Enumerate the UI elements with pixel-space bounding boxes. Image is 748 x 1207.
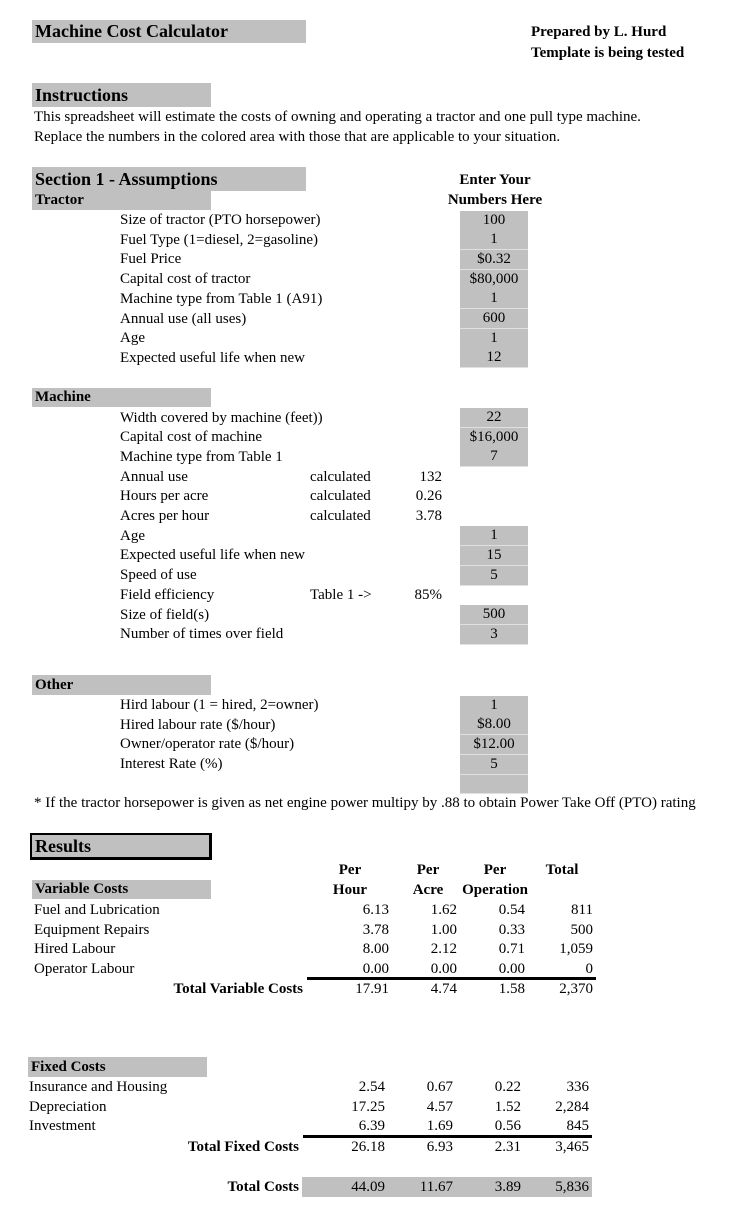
tractor-input-cell[interactable]: 1	[460, 230, 528, 250]
variable-cost-value: 8.00	[362, 941, 389, 958]
fixed-cost-label: Insurance and Housing	[29, 1079, 168, 1095]
machine-row-note: calculated	[310, 508, 371, 524]
results-column-header: Hour	[332, 882, 368, 898]
fixed-cost-value: 845	[566, 1118, 589, 1135]
results-column-header: Total	[545, 862, 579, 878]
total-cost-value: 44.09	[351, 1179, 385, 1195]
machine-calculated-value: 3.78	[415, 508, 442, 524]
machine-row-label: Acres per hour	[120, 508, 210, 524]
machine-row-note: Table 1 ->	[310, 586, 372, 603]
total-fixed-cost-value: 2.31	[494, 1139, 521, 1155]
fixed-cost-value: 0.56	[494, 1118, 521, 1135]
instructions-line-1: This spreadsheet will estimate the costs of owning and operating a tractor and one pull type machine.	[34, 109, 641, 125]
tractor-input-cell[interactable]: 1	[460, 289, 528, 309]
fixed-cost-label: Investment	[29, 1118, 96, 1135]
variable-cost-value: 0.71	[498, 941, 525, 958]
total-cost-value: 5,836	[555, 1179, 589, 1195]
other-input-cell[interactable]: 5	[460, 755, 528, 775]
machine-input-cell[interactable]: 15	[460, 546, 528, 566]
prepared-by: Prepared by L. Hurd	[531, 24, 667, 40]
machine-row-label: Machine type from Table 1	[120, 448, 283, 465]
tractor-row-label: Annual use (all uses)	[120, 310, 247, 327]
variable-cost-value: 6.13	[362, 902, 389, 918]
fixed-cost-value: 2,284	[555, 1098, 589, 1115]
machine-row-label: Width covered by machine (feet))	[120, 409, 323, 426]
other-input-cell[interactable]: $8.00	[460, 715, 528, 735]
total-fixed-costs-label: Total Fixed Costs	[187, 1139, 299, 1155]
fixed-cost-value: 336	[566, 1079, 589, 1095]
fixed-cost-label: Depreciation	[29, 1098, 107, 1115]
section1-heading: Section 1 - Assumptions	[32, 167, 306, 191]
tractor-input-cell[interactable]: 12	[460, 348, 528, 368]
total-variable-costs-label: Total Variable Costs	[173, 981, 303, 997]
machine-row-note: calculated	[310, 468, 371, 485]
machine-row-label: Speed of use	[120, 567, 197, 584]
fixed-cost-value: 2.54	[358, 1079, 385, 1095]
machine-calculated-value: 85%	[414, 586, 442, 603]
results-column-header: Per	[483, 862, 507, 878]
variable-cost-value: 0	[585, 961, 593, 978]
results-column-header: Operation	[462, 882, 528, 898]
total-variable-cost-value: 1.58	[498, 981, 525, 997]
tractor-row-label: Fuel Type (1=diesel, 2=gasoline)	[120, 231, 319, 248]
machine-input-cell[interactable]: 7	[460, 447, 528, 467]
instructions-heading: Instructions	[32, 83, 211, 107]
variable-cost-value: 0.54	[498, 902, 525, 918]
machine-row-label: Size of field(s)	[120, 606, 210, 623]
tractor-input-cell[interactable]: 1	[460, 329, 528, 349]
variable-costs-heading: Variable Costs	[32, 880, 211, 899]
total-fixed-cost-value: 26.18	[351, 1139, 385, 1155]
machine-input-cell[interactable]: 1	[460, 526, 528, 546]
tractor-row-label: Expected useful life when new	[120, 349, 305, 366]
tractor-row-label: Fuel Price	[120, 251, 182, 268]
variable-cost-value: 0.00	[430, 961, 457, 978]
machine-input-cell[interactable]: 3	[460, 625, 528, 645]
results-column-header: Acre	[412, 882, 444, 898]
results-column-header: Per	[416, 862, 440, 878]
machine-row-note: calculated	[310, 488, 371, 505]
variable-cost-label: Operator Labour	[34, 961, 135, 978]
fixed-cost-value: 0.22	[494, 1079, 521, 1095]
variable-cost-label: Equipment Repairs	[34, 921, 150, 938]
other-row-label: Owner/operator rate ($/hour)	[120, 736, 295, 753]
total-variable-cost-value: 2,370	[559, 981, 593, 997]
machine-row-label: Age	[120, 527, 145, 544]
variable-cost-label: Hired Labour	[34, 941, 116, 958]
tractor-row-label: Capital cost of tractor	[120, 271, 251, 288]
other-heading: Other	[32, 675, 211, 695]
machine-row-label: Annual use	[120, 468, 188, 485]
tractor-input-cell[interactable]: 100	[460, 211, 528, 231]
other-input-cell[interactable]: $12.00	[460, 735, 528, 755]
tractor-row-label: Size of tractor (PTO horsepower)	[120, 212, 321, 228]
fixed-cost-value: 4.57	[426, 1098, 453, 1115]
variable-cost-label: Fuel and Lubrication	[34, 902, 160, 918]
enter-numbers-header-2: Numbers Here	[447, 192, 543, 208]
results-heading: Results	[30, 833, 212, 860]
machine-row-label: Hours per acre	[120, 488, 209, 505]
footnote: * If the tractor horsepower is given as net engine power multipy by .88 to obtain Power Take Off (PTO) rating	[34, 795, 696, 811]
total-cost-value: 11.67	[419, 1179, 453, 1195]
template-status: Template is being tested	[531, 45, 685, 61]
instructions-line-2: Replace the numbers in the colored area with those that are applicable to your situation.	[34, 129, 561, 145]
results-column-header	[517, 880, 607, 900]
total-fixed-cost-value: 3,465	[555, 1139, 589, 1155]
other-row-label: Hird labour (1 = hired, 2=owner)	[120, 697, 319, 713]
tractor-input-cell[interactable]: $0.32	[460, 250, 528, 270]
empty-input-cell[interactable]	[460, 774, 528, 794]
other-row-label: Hired labour rate ($/hour)	[120, 716, 276, 733]
machine-row-label: Expected useful life when new	[120, 547, 305, 564]
variable-cost-value: 500	[570, 921, 593, 938]
variable-cost-value: 0.33	[498, 921, 525, 938]
total-variable-cost-value: 17.91	[355, 981, 389, 997]
variable-cost-value: 1.62	[430, 902, 457, 918]
machine-input-cell[interactable]: $16,000	[460, 428, 528, 448]
tractor-input-cell[interactable]: $80,000	[460, 270, 528, 290]
fixed-cost-value: 17.25	[351, 1098, 385, 1115]
results-column-header: Per	[338, 862, 362, 878]
variable-cost-value: 0.00	[362, 961, 389, 978]
machine-row-label: Capital cost of machine	[120, 429, 263, 446]
machine-heading: Machine	[32, 388, 211, 407]
machine-calculated-value: 0.26	[415, 488, 442, 505]
variable-cost-value: 811	[571, 902, 593, 918]
machine-input-cell[interactable]: 5	[460, 566, 528, 586]
fixed-cost-value: 1.69	[426, 1118, 453, 1135]
machine-input-cell[interactable]: 22	[460, 408, 528, 428]
tractor-heading: Tractor	[32, 191, 211, 210]
variable-cost-value: 1,059	[559, 941, 593, 958]
total-cost-value: 3.89	[494, 1179, 521, 1195]
fixed-costs-heading: Fixed Costs	[28, 1057, 207, 1077]
fixed-cost-value: 0.67	[426, 1079, 453, 1095]
total-costs-label: Total Costs	[227, 1179, 299, 1195]
variable-cost-value: 2.12	[430, 941, 457, 958]
machine-row-label: Field efficiency	[120, 586, 215, 603]
variable-cost-value: 3.78	[362, 921, 389, 938]
other-row-label: Interest Rate (%)	[120, 756, 223, 773]
other-input-cell[interactable]: 1	[460, 696, 528, 716]
total-fixed-cost-value: 6.93	[426, 1139, 453, 1155]
machine-input-cell[interactable]: 500	[460, 605, 528, 625]
enter-numbers-header-1: Enter Your	[459, 172, 531, 188]
machine-row-label: Number of times over field	[120, 626, 284, 643]
fixed-cost-value: 6.39	[358, 1118, 385, 1135]
variable-cost-value: 0.00	[498, 961, 525, 978]
tractor-row-label: Machine type from Table 1 (A91)	[120, 290, 323, 307]
total-variable-cost-value: 4.74	[430, 981, 457, 997]
tractor-row-label: Age	[120, 330, 145, 347]
fixed-cost-value: 1.52	[494, 1098, 521, 1115]
machine-calculated-value: 132	[419, 468, 442, 485]
page-title: Machine Cost Calculator	[32, 20, 306, 43]
variable-cost-value: 1.00	[430, 921, 457, 938]
tractor-input-cell[interactable]: 600	[460, 309, 528, 329]
